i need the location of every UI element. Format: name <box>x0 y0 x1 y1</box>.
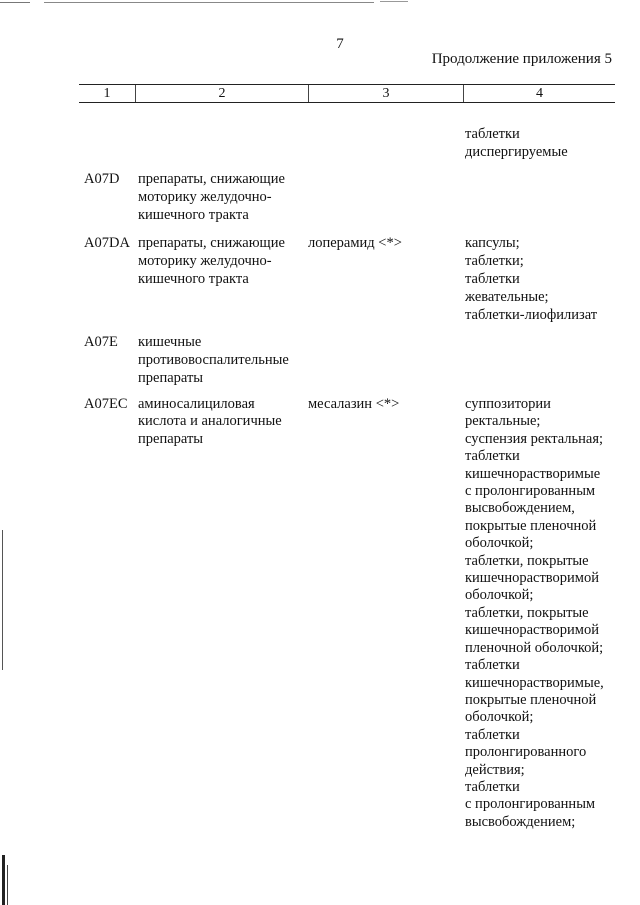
form-line: суспензия ректальная; <box>465 430 604 447</box>
group-line: препараты, снижающие <box>138 171 285 187</box>
form-line: высвобождением; <box>465 813 576 830</box>
header-col-4: 4 <box>536 86 543 101</box>
continuation-caption: Продолжение приложения 5 <box>431 51 612 67</box>
form-line: ректальные; <box>465 413 541 430</box>
table-header <box>79 84 615 103</box>
form-line: с пролонгированным <box>465 483 596 500</box>
form-line: капсулы; <box>465 235 520 251</box>
form-line: кишечнорастворимые, <box>465 674 604 691</box>
scan-edge-mark <box>2 855 5 905</box>
atc-group <box>138 333 308 387</box>
form-line: таблетки <box>465 657 520 674</box>
form-line: суппозитории <box>465 396 551 412</box>
form-line: оболочкой; <box>465 709 534 726</box>
drug-name: лоперамид <*> <box>308 235 402 251</box>
atc-group <box>138 170 308 224</box>
form-line: действия; <box>465 761 525 778</box>
group-line: препараты, снижающие <box>138 235 285 251</box>
header-col-1: 1 <box>103 86 111 101</box>
form-line: таблетки, покрытые <box>465 552 589 569</box>
scan-edge-mark <box>7 865 8 905</box>
form-line: оболочкой; <box>465 535 534 552</box>
form-line: оболочкой; <box>465 587 534 604</box>
form-line: покрытые пленочной <box>465 517 597 534</box>
form-line: таблетки <box>465 448 520 465</box>
drug-name: месалазин <*> <box>308 396 400 412</box>
form-line: таблетки; <box>465 253 524 269</box>
group-line: аминосалициловая <box>138 396 255 412</box>
form-line: кишечнорастворимой <box>465 570 599 587</box>
atc-code: A07D <box>84 171 120 187</box>
form-line: таблетки-лиофилизат <box>465 307 598 323</box>
page-number: 7 <box>336 36 344 52</box>
form-line: жевательные; <box>465 289 549 305</box>
form-line: с пролонгированным <box>465 796 596 813</box>
scan-rule <box>44 2 374 3</box>
group-line: моторику желудочно- <box>138 189 272 205</box>
form-line: диспергируемые <box>465 144 568 160</box>
group-line: препараты <box>138 370 204 386</box>
scan-rule <box>380 1 408 2</box>
dosage-forms <box>465 396 625 831</box>
form-line: кишечнорастворимой <box>465 622 599 639</box>
form-line: таблетки, покрытые <box>465 604 589 621</box>
form-line: таблетки <box>465 726 520 743</box>
header-col-3: 3 <box>382 86 390 101</box>
group-line: кислота и аналогичные <box>138 413 282 430</box>
scan-edge-mark <box>2 530 3 670</box>
header-col-2: 2 <box>218 86 226 101</box>
atc-code: A07E <box>84 334 118 350</box>
atc-group <box>138 234 308 288</box>
group-line: кишечного тракта <box>138 271 249 287</box>
form-line: таблетки <box>465 126 520 142</box>
atc-code: A07DA <box>84 235 130 251</box>
scan-rule <box>0 2 30 3</box>
group-line: препараты <box>138 430 204 447</box>
form-line: высвобождением, <box>465 500 575 517</box>
group-line: кишечные <box>138 334 202 350</box>
dosage-forms <box>465 234 625 324</box>
form-line: пленочной оболочкой; <box>465 639 604 656</box>
form-line: пролонгированного <box>465 744 587 761</box>
atc-group <box>138 396 308 448</box>
group-line: моторику желудочно- <box>138 253 272 269</box>
form-line: таблетки <box>465 778 520 795</box>
dosage-forms <box>465 125 625 161</box>
form-line: таблетки <box>465 271 520 287</box>
form-line: покрытые пленочной <box>465 691 597 708</box>
form-line: кишечнорастворимые <box>465 465 601 482</box>
group-line: противовоспалительные <box>138 352 289 368</box>
group-line: кишечного тракта <box>138 207 249 223</box>
atc-code: A07EC <box>84 396 128 412</box>
